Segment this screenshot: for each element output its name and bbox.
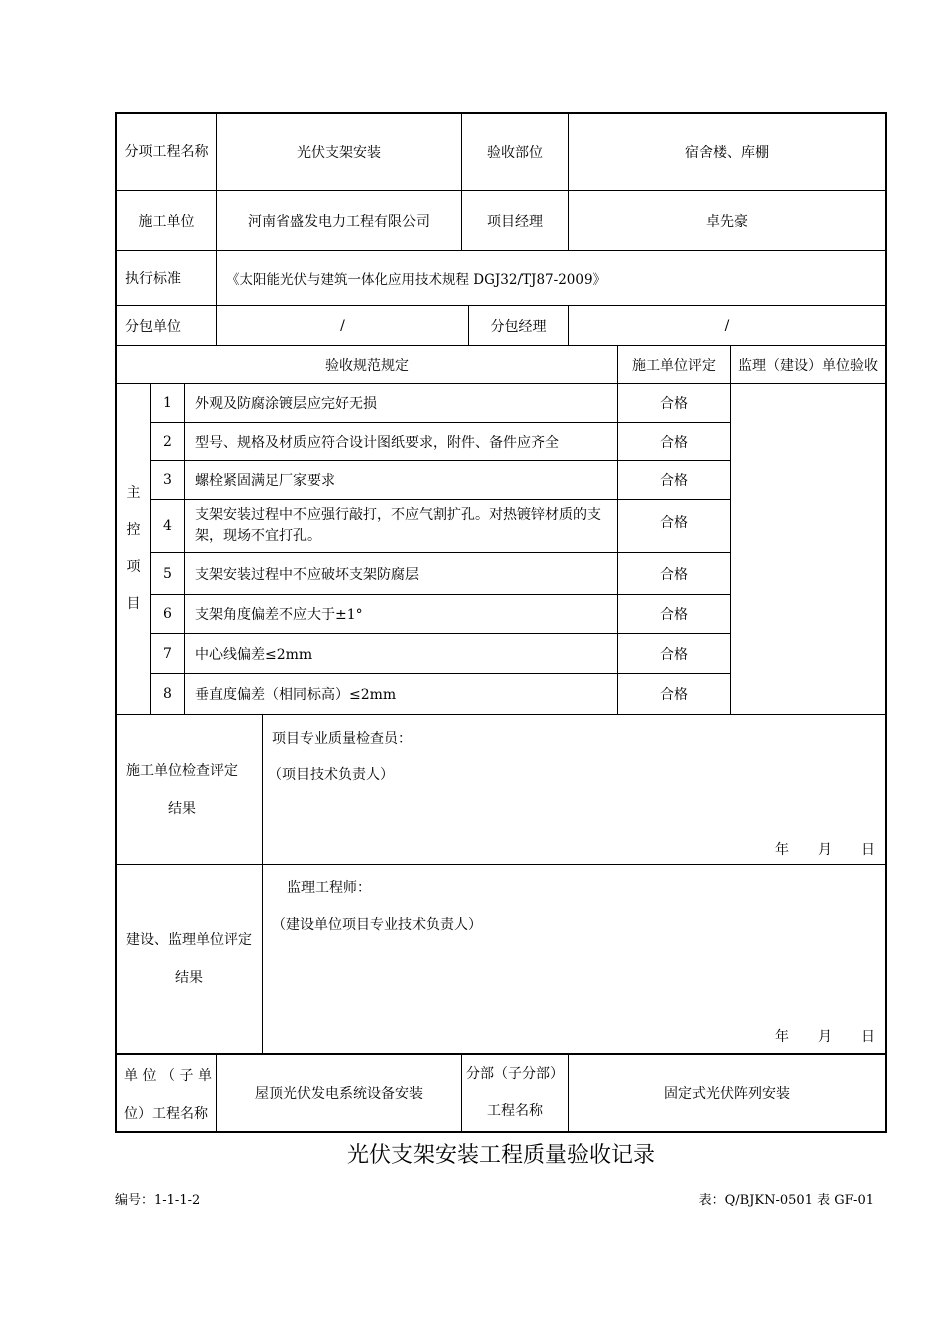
sub-manager-label: 分包经理: [490, 318, 547, 335]
item-number: 5: [163, 565, 172, 582]
subdivision-name-label: 分部（子分部）工程名称: [466, 1066, 564, 1119]
contractor-year-label: 年: [775, 842, 789, 858]
contractor-value: 河南省盛发电力工程有限公司: [248, 213, 430, 230]
item-result: 合格: [660, 607, 688, 623]
item-text: 中心线偏差≤2mm: [195, 646, 313, 663]
serial-number: 编号：1-1-1-2: [115, 1193, 201, 1208]
unit-project-name-value: 屋顶光伏发电系统设备安装: [255, 1086, 423, 1102]
standard-label: 执行标准: [125, 271, 181, 287]
item-result: 合格: [660, 434, 688, 451]
supervisor-result-label: 建设、监理单位评定结果: [126, 932, 252, 986]
item-result: 合格: [660, 515, 688, 531]
item-text: 支架安装过程中不应破坏支架防腐层: [195, 566, 419, 583]
project-name-label: 分项工程名称: [124, 143, 209, 160]
quality-inspector-label: 项目专业质量检查员：: [272, 731, 412, 747]
form-code: 表：Q/BJKN-0501 表 GF-01: [698, 1193, 874, 1208]
contractor-result-label: 施工单位检查评定结果: [126, 762, 238, 817]
project-name-value: 光伏支架安装: [297, 145, 381, 161]
supervising-engineer-label: 监理工程师：: [287, 880, 371, 896]
item-result: 合格: [660, 646, 688, 663]
contractor-eval-column-header: 施工单位评定: [632, 357, 716, 374]
owner-technical-lead-label: （建设单位项目专业技术负责人）: [272, 917, 482, 933]
project-manager-value: 卓先豪: [706, 213, 748, 230]
project-manager-label: 项目经理: [487, 213, 543, 230]
contractor-day-label: 日: [861, 842, 875, 858]
main-control-items-label: 主控项目: [126, 485, 141, 612]
technical-lead-label: （项目技术负责人）: [268, 767, 394, 783]
supervisor-month-label: 月: [818, 1029, 832, 1045]
item-number: 7: [163, 645, 172, 662]
item-number: 3: [163, 472, 172, 488]
item-text: 垂直度偏差（相同标高）≤2mm: [195, 687, 397, 703]
item-text: 型号、规格及材质应符合设计图纸要求，附件、备件应齐全: [195, 434, 559, 451]
supervisor-year-label: 年: [775, 1029, 789, 1045]
item-text: 外观及防腐涂镀层应完好无损: [195, 396, 377, 412]
item-number: 2: [163, 433, 172, 450]
item-result: 合格: [660, 473, 688, 489]
spec-column-header: 验收规范规定: [325, 357, 409, 374]
sub-manager-value: /: [724, 317, 730, 334]
standard-value: 《太阳能光伏与建筑一体化应用技术规程 DGJ32/TJ87-2009》: [226, 272, 607, 288]
acceptance-location-value: 宿舍楼、库棚: [685, 145, 769, 161]
item-result: 合格: [660, 687, 688, 703]
subcontractor-value: /: [340, 317, 345, 334]
item-number: 1: [163, 395, 172, 411]
item-text: 支架安装过程中不应强行敲打，不应气割扩孔。对热镀锌材质的支架，现场不宜打孔。: [195, 507, 601, 544]
supervisor-day-label: 日: [861, 1029, 875, 1045]
supervisor-eval-column-header: 监理（建设）单位验收: [738, 357, 878, 374]
item-result: 合格: [660, 396, 688, 412]
subdivision-name-value: 固定式光伏阵列安装: [664, 1086, 790, 1102]
subcontractor-label: 分包单位: [125, 318, 181, 335]
contractor-label: 施工单位: [138, 213, 195, 230]
item-number: 8: [163, 686, 172, 702]
item-text: 螺栓紧固满足厂家要求: [195, 473, 335, 489]
item-number: 6: [163, 606, 172, 622]
item-result: 合格: [660, 566, 688, 583]
item-text: 支架角度偏差不应大于±1°: [195, 607, 363, 623]
contractor-month-label: 月: [818, 842, 832, 858]
unit-project-name-label: 单位（子单位）工程名称: [124, 1068, 212, 1122]
acceptance-location-label: 验收部位: [487, 145, 543, 161]
document-title: 光伏支架安装工程质量验收记录: [346, 1142, 655, 1168]
item-number: 4: [163, 518, 172, 534]
